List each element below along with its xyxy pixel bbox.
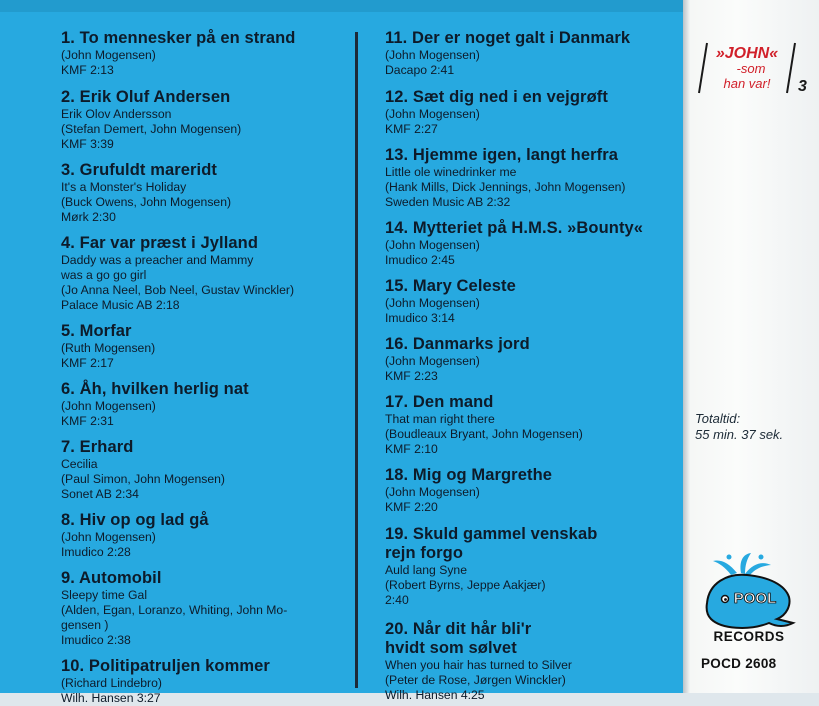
track-item (61, 161, 351, 225)
track-credit-line: (Jo Anna Neel, Bob Neel, Gustav Winckler) (61, 283, 295, 297)
track-item (385, 393, 677, 457)
track-title: 14. Mytteriet på H.M.S. »Bounty« (385, 219, 644, 237)
track-credit-line: (Paul Simon, John Mogensen) (61, 472, 225, 486)
track-item (61, 29, 351, 78)
track-credit-line: KMF 2:10 (385, 442, 438, 456)
track-title: 5. Morfar (61, 322, 132, 340)
track-credit-line: KMF 3:39 (61, 137, 114, 151)
track-item (61, 511, 351, 560)
track-credit-line: (John Mogensen) (61, 530, 156, 544)
track-credit-line: KMF 2:27 (385, 122, 438, 136)
pool-records-logo (699, 551, 799, 649)
track-title-continued: hvidt som sølvet (385, 639, 517, 657)
track-item (385, 29, 677, 78)
track-title: 12. Sæt dig ned i en vejgrøft (385, 88, 608, 106)
track-credit-line: (Boudleaux Bryant, John Mogensen) (385, 427, 583, 441)
track-credit-line: Dacapo 2:41 (385, 63, 455, 77)
track-title: 13. Hjemme igen, langt herfra (385, 146, 619, 164)
total-time-value: 55 min. 37 sek. (695, 427, 784, 442)
track-title: 6. Åh, hvilken herlig nat (61, 380, 249, 398)
track-credit-line: (John Mogensen) (385, 107, 480, 121)
track-credit-line: Imudico 2:38 (61, 633, 131, 647)
john-som-han-var-logo (695, 37, 813, 99)
track-credit-line: (Stefan Demert, John Mogensen) (61, 122, 242, 136)
track-title: 9. Automobil (61, 569, 162, 587)
track-item (385, 219, 677, 268)
records-wordmark: RECORDS (713, 629, 785, 644)
track-credit-line: Imudico 2:28 (61, 545, 131, 559)
track-item (385, 335, 677, 384)
track-item (61, 234, 351, 313)
track-credit-line: Sweden Music AB 2:32 (385, 195, 511, 209)
track-item (61, 657, 351, 706)
track-credit-line: (Hank Mills, Dick Jennings, John Mogensen) (385, 180, 626, 194)
track-title: 18. Mig og Margrethe (385, 466, 553, 484)
track-credit-line: (Richard Lindebro) (61, 676, 162, 690)
track-item (385, 146, 677, 210)
track-credit-line: (John Mogensen) (61, 48, 156, 62)
track-credit-line: KMF 2:23 (385, 369, 438, 383)
track-item (385, 466, 677, 515)
track-credit-line: Palace Music AB 2:18 (61, 298, 180, 312)
track-item (385, 525, 677, 608)
total-time (695, 411, 783, 443)
whale-spout-icon (713, 553, 771, 576)
track-credit-line: Cecilia (61, 457, 98, 471)
track-item (385, 620, 677, 703)
track-credit-line: Mørk 2:30 (61, 210, 116, 224)
track-credit-line: Imudico 3:14 (385, 311, 455, 325)
tracklist-right-column (385, 29, 677, 703)
track-item (61, 88, 351, 152)
track-credit-line: was a go go girl (61, 268, 147, 282)
track-credit-line: (Robert Byrns, Jeppe Aakjær) (385, 578, 546, 592)
total-time-label: Totaltid: (695, 411, 741, 426)
volume-number: 3 (798, 78, 807, 95)
track-item (385, 277, 677, 326)
track-title: 1. To mennesker på en strand (61, 29, 296, 47)
track-title-continued: rejn forgo (385, 544, 463, 562)
track-credit-line: (Alden, Egan, Loranzo, Whiting, John Mo- (61, 603, 288, 617)
track-credit-line: It's a Monster's Holiday (61, 180, 187, 194)
track-title: 3. Grufuldt mareridt (61, 161, 218, 179)
track-credit-line: 2:40 (385, 593, 409, 607)
track-credit-line: Erik Olov Andersson (61, 107, 172, 121)
track-title: 11. Der er noget galt i Danmark (385, 29, 631, 47)
track-title: 4. Far var præst i Jylland (61, 234, 259, 252)
track-credit-line: Little ole winedrinker me (385, 165, 517, 179)
track-credit-line: KMF 2:20 (385, 500, 438, 514)
track-credit-line: (John Mogensen) (385, 485, 480, 499)
track-title: 2. Erik Oluf Andersen (61, 88, 231, 106)
track-item (61, 380, 351, 429)
track-credit-line: (John Mogensen) (385, 48, 480, 62)
track-credit-line: Sonet AB 2:34 (61, 487, 139, 501)
track-credit-line: (Ruth Mogensen) (61, 341, 156, 355)
track-credit-line: Sleepy time Gal (61, 588, 148, 602)
track-credit-line: Wilh. Hansen 3:27 (61, 691, 161, 705)
track-credit-line: (Buck Owens, John Mogensen) (61, 195, 232, 209)
panel-shadow (683, 0, 690, 693)
spine-panel (683, 0, 819, 693)
track-item (61, 438, 351, 502)
track-credit-line: (John Mogensen) (385, 238, 480, 252)
track-credit-line: (John Mogensen) (385, 354, 480, 368)
track-title: 10. Politipatruljen kommer (61, 657, 270, 675)
track-credit-line: Daddy was a preacher and Mammy (61, 253, 254, 267)
catalog-number: POCD 2608 (701, 656, 777, 671)
pool-wordmark: POOL (733, 590, 777, 607)
column-divider (355, 32, 358, 688)
track-credit-line: That man right there (385, 412, 495, 426)
track-credit-line: KMF 2:17 (61, 356, 114, 370)
track-title: 19. Skuld gammel venskab (385, 525, 598, 543)
track-title: 7. Erhard (61, 438, 134, 456)
track-credit-line: KMF 2:31 (61, 414, 114, 428)
track-credit-line: (John Mogensen) (61, 399, 156, 413)
track-credit-line: (Peter de Rose, Jørgen Winckler) (385, 673, 566, 687)
track-credit-line: gensen ) (61, 618, 109, 632)
track-title: 16. Danmarks jord (385, 335, 530, 353)
track-credit-line: Wilh. Hansen 4:25 (385, 688, 485, 702)
track-credit-line: (John Mogensen) (385, 296, 480, 310)
track-credit-line: KMF 2:13 (61, 63, 114, 77)
track-item (61, 322, 351, 371)
track-title: 8. Hiv op og lad gå (61, 511, 209, 529)
track-title: 17. Den mand (385, 393, 494, 411)
track-item (385, 88, 677, 137)
track-item (61, 569, 351, 648)
track-credit-line: Imudico 2:45 (385, 253, 455, 267)
tracklist-left-column (61, 29, 351, 706)
track-credit-line: Auld lang Syne (385, 563, 467, 577)
logo-line-3: han var! (723, 76, 771, 91)
logo-line-2: -som (736, 61, 766, 76)
track-title: 20. Når dit hår bli'r (385, 620, 532, 638)
top-edge (0, 0, 683, 12)
logo-line-1: »JOHN« (715, 45, 779, 62)
track-credit-line: When you hair has turned to Silver (385, 658, 572, 672)
track-title: 15. Mary Celeste (385, 277, 516, 295)
